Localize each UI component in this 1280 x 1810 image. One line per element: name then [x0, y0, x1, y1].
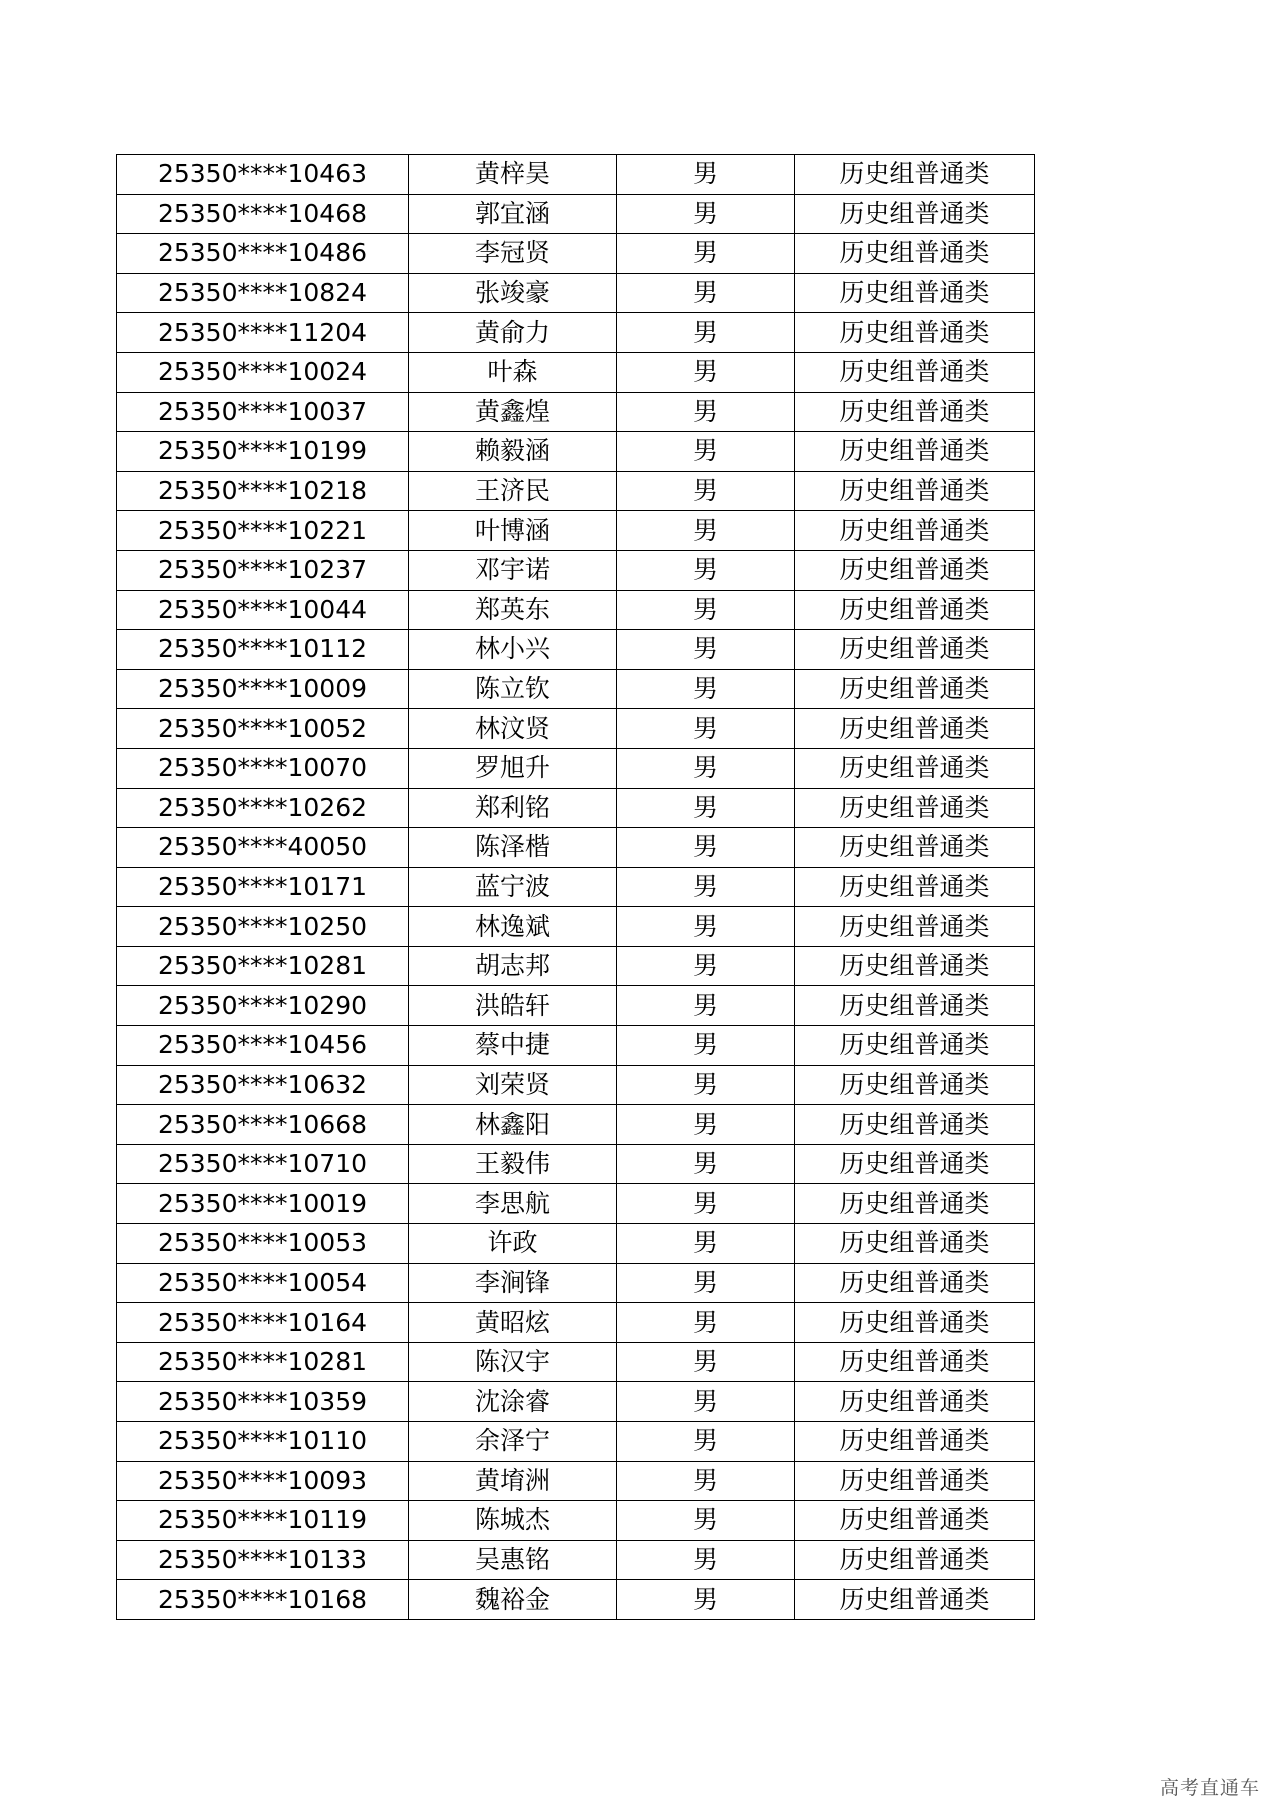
- student-name-cell: 李涧锋: [409, 1263, 617, 1303]
- student-name-cell: 黄俞力: [409, 313, 617, 353]
- table-row: [117, 392, 1035, 432]
- gender-cell: 男: [617, 352, 795, 392]
- candidate-id-cell: 25350****10052: [117, 709, 409, 749]
- student-name-cell: 吴惠铭: [409, 1540, 617, 1580]
- category-cell: 历史组普通类: [795, 352, 1035, 392]
- candidate-id-cell: 25350****10044: [117, 590, 409, 630]
- table-row: [117, 1184, 1035, 1224]
- candidate-id-cell: 25350****10290: [117, 986, 409, 1026]
- category-cell: 历史组普通类: [795, 748, 1035, 788]
- table-body: [117, 155, 1035, 1620]
- category-cell: 历史组普通类: [795, 709, 1035, 749]
- candidate-id-cell: 25350****10199: [117, 432, 409, 472]
- candidate-id-cell: 25350****10262: [117, 788, 409, 828]
- candidate-id-cell: 25350****11204: [117, 313, 409, 353]
- category-cell: 历史组普通类: [795, 1026, 1035, 1066]
- category-cell: 历史组普通类: [795, 828, 1035, 868]
- candidate-id-cell: 25350****10218: [117, 471, 409, 511]
- table-row: [117, 471, 1035, 511]
- category-cell: 历史组普通类: [795, 1501, 1035, 1541]
- candidate-id-cell: 25350****10456: [117, 1026, 409, 1066]
- candidate-id-cell: 25350****10053: [117, 1224, 409, 1264]
- student-name-cell: 黄鑫煌: [409, 392, 617, 432]
- student-name-cell: 陈立钦: [409, 669, 617, 709]
- gender-cell: 男: [617, 1382, 795, 1422]
- category-cell: 历史组普通类: [795, 1580, 1035, 1620]
- category-cell: 历史组普通类: [795, 1263, 1035, 1303]
- student-name-cell: 蔡中捷: [409, 1026, 617, 1066]
- admission-list-table: [116, 154, 1035, 1620]
- gender-cell: 男: [617, 867, 795, 907]
- student-name-cell: 陈泽楷: [409, 828, 617, 868]
- gender-cell: 男: [617, 1342, 795, 1382]
- table-row: [117, 1065, 1035, 1105]
- gender-cell: 男: [617, 234, 795, 274]
- gender-cell: 男: [617, 1501, 795, 1541]
- gender-cell: 男: [617, 155, 795, 195]
- gender-cell: 男: [617, 1580, 795, 1620]
- candidate-id-cell: 25350****10037: [117, 392, 409, 432]
- gender-cell: 男: [617, 511, 795, 551]
- gender-cell: 男: [617, 1224, 795, 1264]
- student-name-cell: 蓝宁波: [409, 867, 617, 907]
- table-row: [117, 313, 1035, 353]
- student-name-cell: 陈汉宇: [409, 1342, 617, 1382]
- gender-cell: 男: [617, 432, 795, 472]
- table-row: [117, 1224, 1035, 1264]
- student-name-cell: 林汶贤: [409, 709, 617, 749]
- gender-cell: 男: [617, 669, 795, 709]
- student-name-cell: 刘荣贤: [409, 1065, 617, 1105]
- category-cell: 历史组普通类: [795, 273, 1035, 313]
- gender-cell: 男: [617, 788, 795, 828]
- gender-cell: 男: [617, 550, 795, 590]
- gender-cell: 男: [617, 986, 795, 1026]
- student-name-cell: 罗旭升: [409, 748, 617, 788]
- table-row: [117, 1580, 1035, 1620]
- category-cell: 历史组普通类: [795, 511, 1035, 551]
- gender-cell: 男: [617, 1184, 795, 1224]
- student-name-cell: 林逸斌: [409, 907, 617, 947]
- category-cell: 历史组普通类: [795, 432, 1035, 472]
- gender-cell: 男: [617, 1065, 795, 1105]
- student-name-cell: 叶博涵: [409, 511, 617, 551]
- candidate-id-cell: 25350****10359: [117, 1382, 409, 1422]
- candidate-id-cell: 25350****10168: [117, 1580, 409, 1620]
- candidate-id-cell: 25350****10171: [117, 867, 409, 907]
- candidate-id-cell: 25350****10019: [117, 1184, 409, 1224]
- table-row: [117, 986, 1035, 1026]
- table-row: [117, 788, 1035, 828]
- watermark-text: 高考直通车: [1159, 1777, 1260, 1799]
- candidate-id-cell: 25350****10119: [117, 1501, 409, 1541]
- category-cell: 历史组普通类: [795, 986, 1035, 1026]
- category-cell: 历史组普通类: [795, 313, 1035, 353]
- student-name-cell: 叶森: [409, 352, 617, 392]
- candidate-id-cell: 25350****10668: [117, 1105, 409, 1145]
- category-cell: 历史组普通类: [795, 1065, 1035, 1105]
- student-name-cell: 洪皓轩: [409, 986, 617, 1026]
- category-cell: 历史组普通类: [795, 234, 1035, 274]
- category-cell: 历史组普通类: [795, 471, 1035, 511]
- category-cell: 历史组普通类: [795, 1342, 1035, 1382]
- student-name-cell: 郭宜涵: [409, 194, 617, 234]
- gender-cell: 男: [617, 273, 795, 313]
- candidate-id-cell: 25350****10164: [117, 1303, 409, 1343]
- table-row: [117, 669, 1035, 709]
- candidate-id-cell: 25350****10110: [117, 1422, 409, 1462]
- gender-cell: 男: [617, 907, 795, 947]
- student-name-cell: 黄昭炫: [409, 1303, 617, 1343]
- candidate-id-cell: 25350****10468: [117, 194, 409, 234]
- category-cell: 历史组普通类: [795, 392, 1035, 432]
- category-cell: 历史组普通类: [795, 1382, 1035, 1422]
- candidate-id-cell: 25350****10463: [117, 155, 409, 195]
- student-name-cell: 邓宇诺: [409, 550, 617, 590]
- category-cell: 历史组普通类: [795, 1540, 1035, 1580]
- student-name-cell: 林鑫阳: [409, 1105, 617, 1145]
- student-name-cell: 许政: [409, 1224, 617, 1264]
- student-name-cell: 林小兴: [409, 630, 617, 670]
- table-row: [117, 1540, 1035, 1580]
- gender-cell: 男: [617, 709, 795, 749]
- student-name-cell: 黄堉洲: [409, 1461, 617, 1501]
- table-row: [117, 1382, 1035, 1422]
- candidate-id-cell: 25350****10486: [117, 234, 409, 274]
- table-row: [117, 550, 1035, 590]
- gender-cell: 男: [617, 1461, 795, 1501]
- table-row: [117, 1422, 1035, 1462]
- candidate-id-cell: 25350****10237: [117, 550, 409, 590]
- gender-cell: 男: [617, 1422, 795, 1462]
- student-name-cell: 王济民: [409, 471, 617, 511]
- table-row: [117, 590, 1035, 630]
- table-row: [117, 828, 1035, 868]
- table-row: [117, 511, 1035, 551]
- table-row: [117, 432, 1035, 472]
- student-name-cell: 沈涂睿: [409, 1382, 617, 1422]
- student-name-cell: 张竣豪: [409, 273, 617, 313]
- gender-cell: 男: [617, 1540, 795, 1580]
- category-cell: 历史组普通类: [795, 1461, 1035, 1501]
- gender-cell: 男: [617, 471, 795, 511]
- candidate-id-cell: 25350****10093: [117, 1461, 409, 1501]
- student-name-cell: 赖毅涵: [409, 432, 617, 472]
- table-row: [117, 748, 1035, 788]
- table-row: [117, 946, 1035, 986]
- student-name-cell: 陈城杰: [409, 1501, 617, 1541]
- table-row: [117, 907, 1035, 947]
- gender-cell: 男: [617, 590, 795, 630]
- candidate-id-cell: 25350****40050: [117, 828, 409, 868]
- category-cell: 历史组普通类: [795, 946, 1035, 986]
- gender-cell: 男: [617, 946, 795, 986]
- candidate-id-cell: 25350****10824: [117, 273, 409, 313]
- gender-cell: 男: [617, 1263, 795, 1303]
- category-cell: 历史组普通类: [795, 590, 1035, 630]
- category-cell: 历史组普通类: [795, 630, 1035, 670]
- candidate-id-cell: 25350****10281: [117, 946, 409, 986]
- table-row: [117, 1303, 1035, 1343]
- candidate-id-cell: 25350****10221: [117, 511, 409, 551]
- table-row: [117, 1026, 1035, 1066]
- category-cell: 历史组普通类: [795, 907, 1035, 947]
- student-name-cell: 李冠贤: [409, 234, 617, 274]
- candidate-id-cell: 25350****10009: [117, 669, 409, 709]
- candidate-id-cell: 25350****10054: [117, 1263, 409, 1303]
- gender-cell: 男: [617, 1144, 795, 1184]
- table-row: [117, 1501, 1035, 1541]
- table-row: [117, 234, 1035, 274]
- gender-cell: 男: [617, 392, 795, 432]
- table-row: [117, 194, 1035, 234]
- category-cell: 历史组普通类: [795, 550, 1035, 590]
- candidate-id-cell: 25350****10250: [117, 907, 409, 947]
- category-cell: 历史组普通类: [795, 867, 1035, 907]
- category-cell: 历史组普通类: [795, 155, 1035, 195]
- gender-cell: 男: [617, 630, 795, 670]
- student-name-cell: 胡志邦: [409, 946, 617, 986]
- table-row: [117, 352, 1035, 392]
- table-row: [117, 1342, 1035, 1382]
- table-row: [117, 630, 1035, 670]
- student-name-cell: 黄梓昊: [409, 155, 617, 195]
- table-row: [117, 867, 1035, 907]
- student-name-cell: 李思航: [409, 1184, 617, 1224]
- gender-cell: 男: [617, 194, 795, 234]
- candidate-id-cell: 25350****10070: [117, 748, 409, 788]
- table-row: [117, 273, 1035, 313]
- student-name-cell: 王毅伟: [409, 1144, 617, 1184]
- student-name-cell: 魏裕金: [409, 1580, 617, 1620]
- category-cell: 历史组普通类: [795, 669, 1035, 709]
- category-cell: 历史组普通类: [795, 788, 1035, 828]
- candidate-id-cell: 25350****10710: [117, 1144, 409, 1184]
- gender-cell: 男: [617, 748, 795, 788]
- category-cell: 历史组普通类: [795, 1105, 1035, 1145]
- gender-cell: 男: [617, 1026, 795, 1066]
- table-row: [117, 1144, 1035, 1184]
- gender-cell: 男: [617, 828, 795, 868]
- candidate-id-cell: 25350****10133: [117, 1540, 409, 1580]
- gender-cell: 男: [617, 1303, 795, 1343]
- candidate-id-cell: 25350****10632: [117, 1065, 409, 1105]
- table-row: [117, 155, 1035, 195]
- table-row: [117, 709, 1035, 749]
- candidate-id-cell: 25350****10024: [117, 352, 409, 392]
- gender-cell: 男: [617, 1105, 795, 1145]
- category-cell: 历史组普通类: [795, 1303, 1035, 1343]
- table-row: [117, 1105, 1035, 1145]
- student-name-cell: 余泽宁: [409, 1422, 617, 1462]
- student-name-cell: 郑英东: [409, 590, 617, 630]
- category-cell: 历史组普通类: [795, 1144, 1035, 1184]
- table-row: [117, 1263, 1035, 1303]
- table-row: [117, 1461, 1035, 1501]
- candidate-id-cell: 25350****10112: [117, 630, 409, 670]
- student-name-cell: 郑利铭: [409, 788, 617, 828]
- category-cell: 历史组普通类: [795, 194, 1035, 234]
- category-cell: 历史组普通类: [795, 1422, 1035, 1462]
- gender-cell: 男: [617, 313, 795, 353]
- candidate-id-cell: 25350****10281: [117, 1342, 409, 1382]
- category-cell: 历史组普通类: [795, 1184, 1035, 1224]
- category-cell: 历史组普通类: [795, 1224, 1035, 1264]
